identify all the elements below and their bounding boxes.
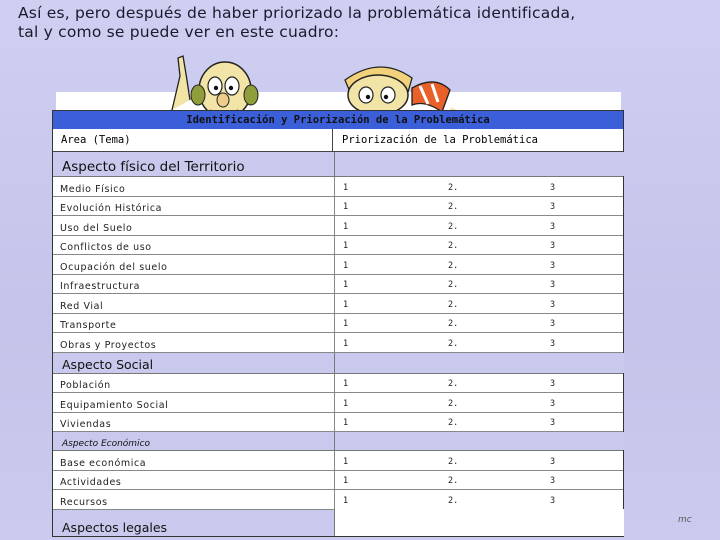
row-label: Medio Físico	[60, 183, 126, 195]
row-label: Red Vial	[60, 300, 104, 312]
priority-2: 2.	[448, 495, 459, 506]
section-label: Aspecto Económico	[62, 439, 151, 449]
table-row	[53, 255, 623, 275]
priority-2: 2.	[448, 338, 459, 349]
priority-3: 3	[550, 418, 556, 428]
section-aspecto-economico	[53, 432, 623, 451]
legal-priority-cell	[334, 509, 624, 536]
priority-2: 2.	[448, 418, 459, 428]
priority-3: 3	[550, 182, 556, 193]
header-area-tema: Area (Tema)	[53, 129, 333, 151]
row-label: Infraestructura	[60, 281, 141, 292]
row-label: Actividades	[60, 477, 122, 488]
priority-1: 1	[343, 476, 349, 486]
table-row	[53, 393, 623, 413]
priority-3: 3	[550, 202, 556, 212]
slide-heading	[18, 4, 618, 42]
priority-2: 2.	[448, 476, 459, 486]
table-row	[53, 490, 623, 510]
priority-3: 3	[550, 398, 556, 409]
section-label: Aspecto físico del Territorio	[62, 159, 245, 175]
signature-mark: mc	[678, 515, 692, 525]
row-label: Viviendas	[60, 419, 112, 430]
priority-3: 3	[550, 221, 556, 232]
section-aspecto-fisico	[53, 152, 623, 177]
priority-3: 3	[550, 456, 556, 467]
priority-1: 1	[343, 260, 349, 271]
priority-3: 3	[550, 319, 556, 329]
priority-1: 1	[343, 495, 349, 506]
priority-1: 1	[343, 280, 349, 290]
prioritization-table	[52, 110, 624, 537]
section-label: Aspectos legales	[62, 519, 168, 535]
row-label: Recursos	[60, 496, 108, 508]
header-priorizacion: Priorización de la Problemática	[342, 134, 538, 146]
table-row	[53, 197, 623, 217]
priority-2: 2.	[448, 260, 459, 271]
table-row	[53, 236, 623, 256]
table-title: Identificación y Priorización de la Problemática	[53, 111, 623, 129]
heading-line-1: Así es, pero después de haber priorizado la problemática identificada,	[18, 4, 576, 22]
table-row	[53, 451, 623, 471]
row-label: Población	[60, 380, 111, 391]
priority-3: 3	[550, 280, 556, 290]
section-label: Aspecto Social	[62, 356, 154, 372]
pointing-man-figure	[172, 56, 258, 118]
priority-3: 3	[550, 260, 556, 271]
priority-2: 2.	[448, 299, 459, 310]
row-label: Equipamiento Social	[60, 399, 169, 411]
priority-3: 3	[550, 495, 556, 506]
row-label: Transporte	[60, 320, 117, 331]
table-row	[53, 275, 623, 295]
priority-2: 2.	[448, 319, 459, 329]
table-header-row	[53, 129, 623, 152]
priority-1: 1	[343, 319, 349, 329]
priority-1: 1	[343, 202, 349, 212]
row-label: Uso del Suelo	[60, 222, 133, 234]
priority-1: 1	[343, 182, 349, 193]
priority-1: 1	[343, 456, 349, 467]
row-label: Evolución Histórica	[60, 203, 163, 214]
priority-1: 1	[343, 299, 349, 310]
priority-3: 3	[550, 379, 556, 389]
table-row	[53, 471, 623, 491]
priority-2: 2.	[448, 241, 459, 251]
row-label: Obras y Proyectos	[60, 339, 157, 351]
priority-3: 3	[550, 299, 556, 310]
heading-line-2: tal y como se puede ver en este cuadro:	[18, 23, 340, 41]
priority-3: 3	[550, 476, 556, 486]
table-row	[53, 374, 623, 394]
priority-1: 1	[343, 338, 349, 349]
priority-1: 1	[343, 398, 349, 409]
priority-2: 2.	[448, 182, 459, 193]
priority-2: 2.	[448, 379, 459, 389]
priority-2: 2.	[448, 456, 459, 467]
priority-1: 1	[343, 418, 349, 428]
table-row	[53, 216, 623, 236]
priority-2: 2.	[448, 398, 459, 409]
priority-1: 1	[343, 241, 349, 251]
priority-2: 2.	[448, 280, 459, 290]
table-row	[53, 294, 623, 314]
table-row	[53, 314, 623, 334]
priority-1: 1	[343, 221, 349, 232]
row-label: Conflictos de uso	[60, 242, 152, 253]
table-row	[53, 333, 623, 353]
priority-2: 2.	[448, 202, 459, 212]
section-aspecto-social	[53, 353, 623, 374]
priority-1: 1	[343, 379, 349, 389]
table-row	[53, 177, 623, 197]
table-row	[53, 413, 623, 433]
row-label: Ocupación del suelo	[60, 261, 168, 273]
priority-3: 3	[550, 241, 556, 251]
row-label: Base económica	[60, 457, 147, 469]
priority-3: 3	[550, 338, 556, 349]
priority-2: 2.	[448, 221, 459, 232]
